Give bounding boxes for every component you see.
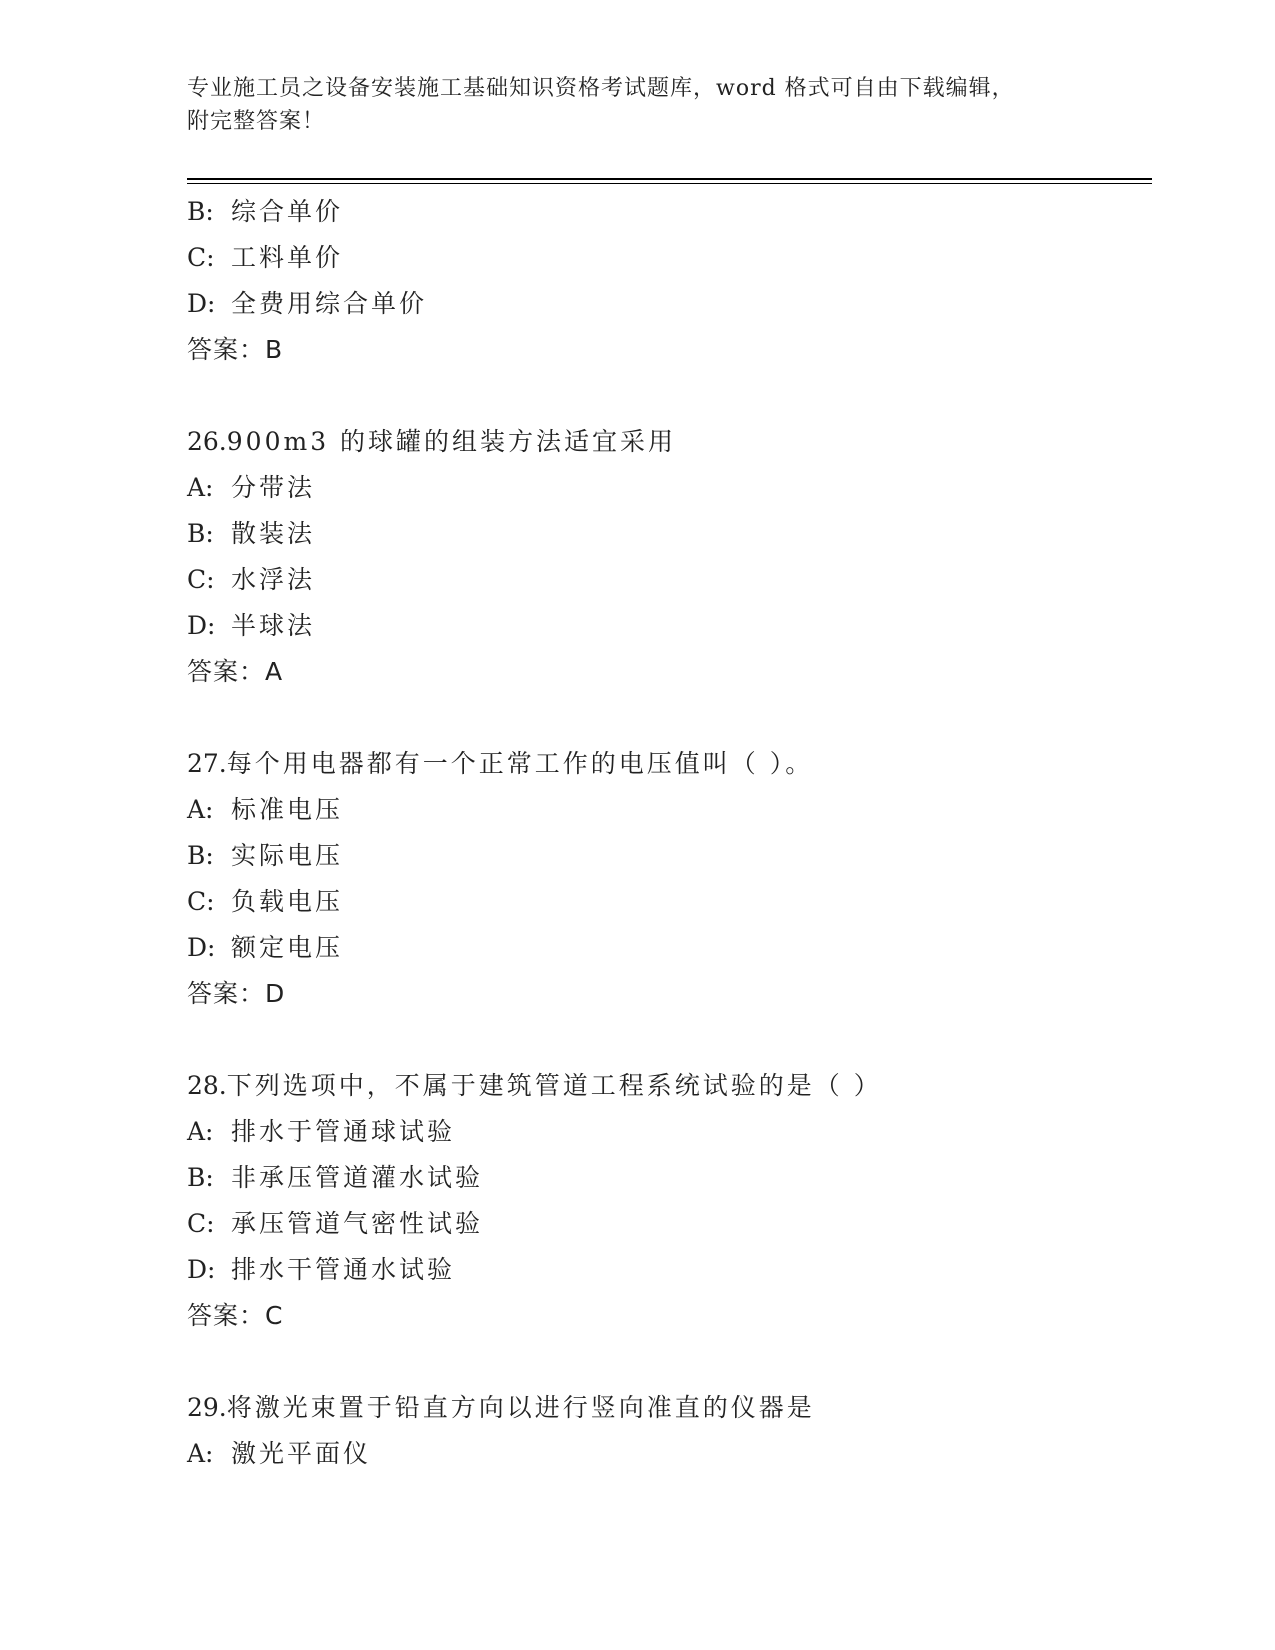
spacer [187, 373, 1152, 419]
option-b: B: 综合单价 [187, 197, 344, 226]
question-26 [187, 419, 1152, 695]
answer: 答案：B [187, 335, 284, 364]
answer: 答案：A [187, 657, 284, 686]
header-line-2: 附完整答案！ [187, 109, 326, 134]
spacer [187, 695, 1152, 741]
option-a: A: 分带法 [187, 473, 316, 502]
option-d: D: 额定电压 [187, 933, 344, 962]
option-c: C: 负载电压 [187, 887, 344, 916]
question-list [187, 189, 1152, 1477]
option-c: C: 工料单价 [187, 243, 344, 272]
question-stem: 29.将激光束置于铅直方向以进行竖向准直的仪器是 [187, 1393, 815, 1422]
spacer [187, 1017, 1152, 1063]
question-stem: 27.每个用电器都有一个正常工作的电压值叫（ ）。 [187, 749, 814, 778]
question-29 [187, 1385, 1152, 1477]
header-divider-thick [187, 178, 1152, 180]
question-stem: 26.900m3 的球罐的组装方法适宜采用 [187, 427, 677, 456]
answer: 答案：D [187, 979, 286, 1008]
option-c: C: 承压管道气密性试验 [187, 1209, 484, 1238]
spacer [187, 1339, 1152, 1385]
option-d: D: 全费用综合单价 [187, 289, 428, 318]
option-b: B: 非承压管道灌水试验 [187, 1163, 484, 1192]
question-partial [187, 189, 1152, 373]
option-b: B: 实际电压 [187, 841, 344, 870]
header-line-1: 专业施工员之设备安装施工基础知识资格考试题库，word 格式可自由下载编辑， [187, 76, 1015, 101]
option-b: B: 散装法 [187, 519, 316, 548]
option-a: A: 排水于管通球试验 [187, 1117, 456, 1146]
header-divider-thin [187, 183, 1152, 184]
option-d: D: 半球法 [187, 611, 316, 640]
option-d: D: 排水干管通水试验 [187, 1255, 456, 1284]
option-c: C: 水浮法 [187, 565, 316, 594]
answer: 答案：C [187, 1301, 284, 1330]
document-header [187, 72, 1067, 138]
option-a: A: 激光平面仪 [187, 1439, 372, 1468]
question-stem: 28.下列选项中，不属于建筑管道工程系统试验的是（ ） [187, 1071, 882, 1100]
question-27 [187, 741, 1152, 1017]
question-28 [187, 1063, 1152, 1339]
option-a: A: 标准电压 [187, 795, 344, 824]
